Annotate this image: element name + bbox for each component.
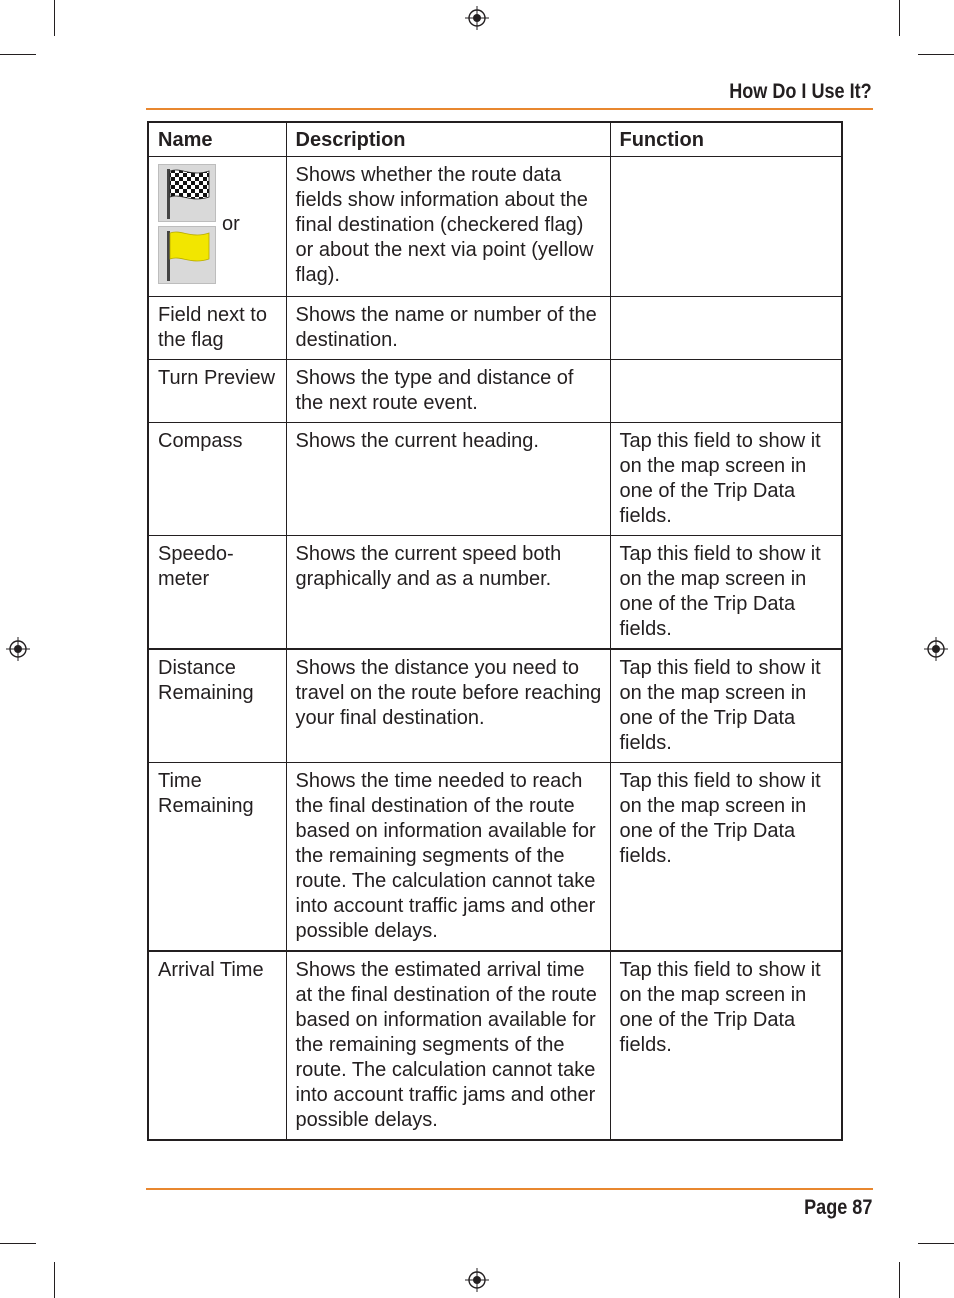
yellow-flag-icon <box>158 226 216 284</box>
page-number: Page 87 <box>803 1196 872 1219</box>
description-cell: Shows the current speed both graphically and as a number. <box>286 536 610 650</box>
column-header-function: Function <box>610 122 842 157</box>
crop-mark <box>899 1262 900 1298</box>
crop-mark <box>0 54 36 55</box>
description-cell: Shows the name or number of the destination. <box>286 297 610 360</box>
function-cell: Tap this field to show it on the map screen in one of the Trip Data fields. <box>610 536 842 650</box>
data-fields-table <box>147 121 843 1141</box>
description-cell: Shows whether the route data fields show information about the final destination (checkered flag) or about the next via point (yellow flag). <box>286 157 610 297</box>
registration-mark-icon <box>465 6 489 30</box>
or-label: or <box>222 212 240 235</box>
function-cell: Tap this field to show it on the map screen in one of the Trip Data fields. <box>610 951 842 1140</box>
crop-mark <box>54 0 55 36</box>
footer-rule <box>146 1188 873 1190</box>
table-row <box>148 297 842 360</box>
table-header-row <box>148 122 842 157</box>
function-cell: Tap this field to show it on the map screen in one of the Trip Data fields. <box>610 763 842 952</box>
name-cell: Speedo-meter <box>148 536 286 650</box>
description-cell: Shows the time needed to reach the final destination of the route based on information available for the remaining segments of the route. The calculation cannot take into account traffic jams and other possible delays. <box>286 763 610 952</box>
description-cell: Shows the distance you need to travel on the route before reaching your final destination. <box>286 649 610 763</box>
name-cell: Distance Remaining <box>148 649 286 763</box>
description-cell: Shows the estimated arrival time at the final destination of the route based on information available for the remaining segments of the route. The calculation cannot take into account traffic jams and other possible delays. <box>286 951 610 1140</box>
page-header-title: How Do I Use It? <box>729 80 872 103</box>
name-cell: Turn Preview <box>148 360 286 423</box>
description-cell: Shows the current heading. <box>286 423 610 536</box>
name-cell: Arrival Time <box>148 951 286 1140</box>
function-cell: Tap this field to show it on the map screen in one of the Trip Data fields. <box>610 649 842 763</box>
function-cell <box>610 360 842 423</box>
flag-name-cell <box>148 157 286 297</box>
function-cell <box>610 157 842 297</box>
function-cell <box>610 297 842 360</box>
table-row <box>148 649 842 763</box>
table-row <box>148 157 842 297</box>
name-cell: Field next to the flag <box>148 297 286 360</box>
crop-mark <box>0 1243 36 1244</box>
column-header-description: Description <box>286 122 610 157</box>
registration-mark-icon <box>6 637 30 661</box>
table-row <box>148 951 842 1140</box>
header-rule <box>146 108 873 110</box>
crop-mark <box>54 1262 55 1298</box>
crop-mark <box>918 54 954 55</box>
table-row <box>148 763 842 952</box>
table-row <box>148 360 842 423</box>
description-cell: Shows the type and distance of the next route event. <box>286 360 610 423</box>
registration-mark-icon <box>465 1268 489 1292</box>
name-cell: Compass <box>148 423 286 536</box>
checkered-flag-icon <box>158 164 216 222</box>
column-header-name: Name <box>148 122 286 157</box>
table-row <box>148 423 842 536</box>
crop-mark <box>918 1243 954 1244</box>
crop-mark <box>899 0 900 36</box>
table-row <box>148 536 842 650</box>
function-cell: Tap this field to show it on the map screen in one of the Trip Data fields. <box>610 423 842 536</box>
registration-mark-icon <box>924 637 948 661</box>
name-cell: Time Remaining <box>148 763 286 952</box>
